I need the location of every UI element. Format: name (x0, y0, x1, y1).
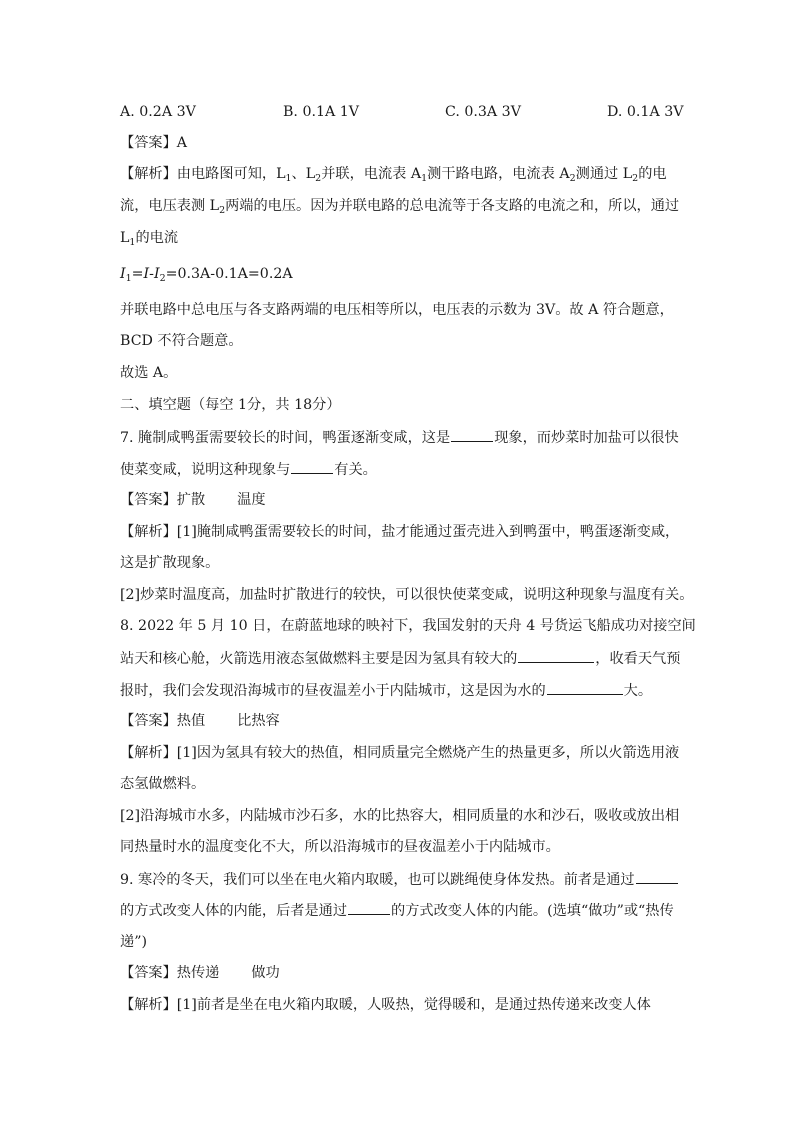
q7-explanation-line: 这是扩散现象。 (120, 555, 220, 571)
q8-explanation-line: 态氢做燃料。 (120, 776, 206, 792)
answer-blank (451, 427, 493, 442)
q6-explanation-line: $L_1$的电流 (120, 230, 179, 248)
q7-explanation-line: [2]炒菜时温度高，加盐时扩散进行的较快，可以很快使菜变咸，说明这种现象与温度有关。 (120, 587, 694, 603)
q6-explanation-line: 并联电路中总电压与各支路两端的电压相等所以，电压表的示数为 3V。故 A 符合题意， (120, 302, 674, 318)
section-heading: 二、填空题（每空 1分，共 18分） (120, 397, 341, 413)
q6-explanation-line: 流，电压表测 $L_2$两端的电压。因为并联电路的总电流等于各支路的电流之和，所以，通过 (120, 198, 680, 216)
q8-explanation-line: 同热量时水的温度变化不大，所以沿海城市的昼夜温差小于内陆城市。 (120, 839, 560, 855)
q8-question-line: 8. 2022 年 5 月 10 日，在蔚蓝地球的映衬下，我国发射的天舟 4 号货运飞船成功对接空间 (120, 618, 696, 634)
q8-question-line: 报时，我们会发现沿海城市的昼夜温差小于内陆城市，这是因为水的 大。 (120, 680, 652, 701)
q7-question-line: 7. 腌制咸鸭蛋需要较长的时间，鸭蛋逐渐变咸，这是 现象，而炒菜时加盐可以很快 (120, 427, 679, 448)
q9-question-line: 的方式改变人体的内能，后者是通过 的方式改变人体的内能。(选填“做功”或“热传 (120, 900, 674, 921)
answer-blank (348, 900, 390, 915)
q9-explanation-line: 【解析】[1]前者是坐在电火箱内取暖，人吸热，觉得暖和，是通过热传递来改变人体 (120, 997, 651, 1013)
option-c: C. 0.3A 3V (445, 104, 521, 120)
q8-explanation-line: 【解析】[1]因为氢具有较大的热值，相同质量完全燃烧产生的热量更多，所以火箭选用液 (120, 745, 680, 761)
q9-question-line: 9. 寒冷的冬天，我们可以坐在电火箱内取暖，也可以跳绳使身体发热。前者是通过 (120, 869, 679, 890)
q6-explanation-line: 【解析】由电路图可知，$L_1$、$L_2$并联，电流表 $A_1$测干路电路，电流表 $A_2$测通过 $L_2$的电 (120, 166, 667, 184)
q6-conclusion: 故选 A。 (120, 365, 178, 381)
q7-question-line: 使菜变咸，说明这种现象与 有关。 (120, 459, 377, 480)
q8-explanation-line: [2]沿海城市水多，内陆城市沙石多，水的比热容大，相同质量的水和沙石，吸收或放出相 (120, 808, 680, 824)
q9-answer: 【答案】热传递 做功 (120, 965, 280, 981)
q7-explanation-line: 【解析】[1]腌制咸鸭蛋需要较长的时间，盐才能通过蛋壳进入到鸭蛋中，鸭蛋逐渐变咸， (120, 524, 680, 540)
answer-options (0, 102, 794, 122)
option-a: A. 0.2A 3V (120, 104, 196, 120)
q8-question-line: 站天和核心舱，火箭选用液态氢做燃料主要是因为氢具有较大的 ，收看天气预 (120, 648, 680, 669)
q8-answer: 【答案】热值 比热容 (120, 713, 280, 729)
q6-explanation-line: BCD 不符合题意。 (120, 333, 243, 349)
option-d: D. 0.1A 3V (607, 104, 684, 120)
q6-formula: $I_1=I-I_2=0.3A-0.1A=0.2A$ (120, 266, 293, 284)
option-b: B. 0.1A 1V (283, 104, 360, 120)
answer-blank (291, 459, 333, 474)
q7-answer: 【答案】扩散 温度 (120, 492, 266, 508)
answer-blank (518, 648, 594, 663)
q6-answer: 【答案】A (120, 135, 187, 151)
answer-blank (636, 869, 678, 884)
answer-blank (547, 680, 623, 695)
q9-question-line: 递”) (120, 934, 147, 950)
